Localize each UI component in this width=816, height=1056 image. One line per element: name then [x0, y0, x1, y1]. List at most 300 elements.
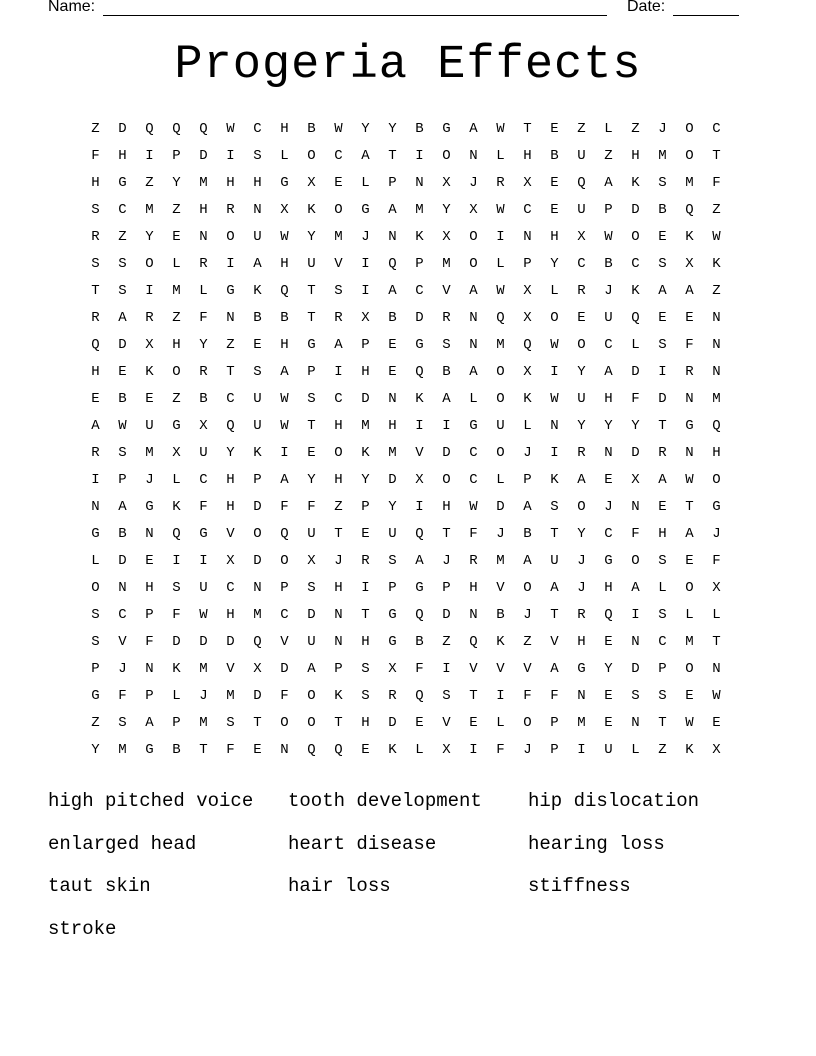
grid-letter[interactable]: J	[361, 228, 370, 245]
grid-letter[interactable]: L	[91, 552, 100, 569]
grid-letter[interactable]: O	[577, 336, 586, 353]
grid-letter[interactable]: R	[469, 552, 478, 569]
grid-letter[interactable]: F	[91, 147, 100, 164]
grid-letter[interactable]: L	[496, 471, 505, 488]
grid-letter[interactable]: K	[415, 228, 424, 245]
grid-letter[interactable]: D	[631, 363, 640, 380]
grid-letter[interactable]: E	[91, 390, 100, 407]
grid-letter[interactable]: S	[658, 687, 667, 704]
grid-letter[interactable]: P	[307, 363, 316, 380]
grid-letter[interactable]: T	[199, 741, 208, 758]
grid-letter[interactable]: N	[712, 660, 721, 677]
grid-letter[interactable]: U	[253, 390, 262, 407]
grid-letter[interactable]: Q	[469, 633, 478, 650]
grid-letter[interactable]: A	[280, 471, 289, 488]
grid-letter[interactable]: B	[388, 309, 397, 326]
grid-letter[interactable]: H	[604, 579, 613, 596]
grid-letter[interactable]: A	[280, 363, 289, 380]
grid-letter[interactable]: W	[685, 714, 694, 731]
grid-letter[interactable]: P	[523, 255, 532, 272]
grid-letter[interactable]: M	[496, 552, 505, 569]
grid-letter[interactable]: Y	[388, 498, 397, 515]
grid-letter[interactable]: A	[469, 282, 478, 299]
grid-letter[interactable]: O	[577, 498, 586, 515]
grid-letter[interactable]: U	[307, 633, 316, 650]
grid-letter[interactable]: K	[334, 687, 343, 704]
grid-letter[interactable]: O	[280, 552, 289, 569]
grid-letter[interactable]: H	[334, 579, 343, 596]
grid-letter[interactable]: S	[91, 201, 100, 218]
grid-letter[interactable]: E	[658, 309, 667, 326]
grid-letter[interactable]: T	[226, 363, 235, 380]
grid-letter[interactable]: O	[685, 660, 694, 677]
grid-letter[interactable]: S	[307, 390, 316, 407]
grid-letter[interactable]: U	[199, 444, 208, 461]
grid-letter[interactable]: A	[631, 579, 640, 596]
grid-letter[interactable]: H	[334, 471, 343, 488]
grid-letter[interactable]: L	[523, 417, 532, 434]
grid-letter[interactable]: S	[631, 687, 640, 704]
grid-letter[interactable]: P	[253, 471, 262, 488]
grid-letter[interactable]: A	[442, 390, 451, 407]
grid-letter[interactable]: X	[523, 363, 532, 380]
grid-letter[interactable]: J	[496, 525, 505, 542]
grid-letter[interactable]: O	[145, 255, 154, 272]
grid-letter[interactable]: U	[307, 525, 316, 542]
grid-letter[interactable]: A	[118, 498, 127, 515]
grid-letter[interactable]: F	[307, 498, 316, 515]
grid-letter[interactable]: A	[685, 282, 694, 299]
grid-letter[interactable]: T	[307, 309, 316, 326]
grid-letter[interactable]: S	[550, 498, 559, 515]
grid-letter[interactable]: H	[604, 390, 613, 407]
grid-letter[interactable]: I	[415, 417, 424, 434]
grid-letter[interactable]: O	[91, 579, 100, 596]
grid-letter[interactable]: N	[145, 525, 154, 542]
grid-letter[interactable]: H	[91, 174, 100, 191]
grid-letter[interactable]: H	[226, 471, 235, 488]
grid-letter[interactable]: J	[577, 579, 586, 596]
grid-letter[interactable]: E	[550, 201, 559, 218]
grid-letter[interactable]: E	[388, 363, 397, 380]
grid-letter[interactable]: F	[280, 498, 289, 515]
grid-letter[interactable]: N	[415, 174, 424, 191]
grid-letter[interactable]: M	[388, 444, 397, 461]
grid-letter[interactable]: Y	[604, 660, 613, 677]
grid-letter[interactable]: I	[469, 741, 478, 758]
grid-letter[interactable]: Q	[280, 282, 289, 299]
grid-letter[interactable]: E	[658, 498, 667, 515]
grid-letter[interactable]: C	[118, 201, 127, 218]
grid-letter[interactable]: B	[280, 309, 289, 326]
grid-letter[interactable]: I	[361, 579, 370, 596]
grid-letter[interactable]: L	[280, 147, 289, 164]
grid-letter[interactable]: Y	[361, 471, 370, 488]
grid-letter[interactable]: A	[334, 336, 343, 353]
grid-letter[interactable]: T	[658, 417, 667, 434]
grid-letter[interactable]: M	[145, 201, 154, 218]
grid-letter[interactable]: Z	[658, 741, 667, 758]
grid-letter[interactable]: S	[118, 282, 127, 299]
grid-letter[interactable]: L	[496, 255, 505, 272]
grid-letter[interactable]: Q	[91, 336, 100, 353]
grid-letter[interactable]: O	[334, 201, 343, 218]
grid-letter[interactable]: H	[280, 120, 289, 137]
grid-letter[interactable]: H	[442, 498, 451, 515]
grid-letter[interactable]: L	[172, 471, 181, 488]
grid-letter[interactable]: V	[469, 660, 478, 677]
name-field[interactable]	[103, 15, 607, 16]
grid-letter[interactable]: J	[145, 471, 154, 488]
grid-letter[interactable]: R	[496, 174, 505, 191]
grid-letter[interactable]: Z	[172, 309, 181, 326]
grid-letter[interactable]: Q	[388, 255, 397, 272]
grid-letter[interactable]: A	[118, 309, 127, 326]
grid-letter[interactable]: Q	[172, 525, 181, 542]
grid-letter[interactable]: L	[685, 606, 694, 623]
grid-letter[interactable]: A	[523, 498, 532, 515]
grid-letter[interactable]: F	[685, 336, 694, 353]
grid-letter[interactable]: E	[253, 741, 262, 758]
grid-letter[interactable]: O	[226, 228, 235, 245]
grid-letter[interactable]: O	[253, 525, 262, 542]
grid-letter[interactable]: N	[712, 309, 721, 326]
grid-letter[interactable]: A	[658, 282, 667, 299]
grid-letter[interactable]: X	[685, 255, 694, 272]
grid-letter[interactable]: S	[658, 606, 667, 623]
grid-letter[interactable]: M	[199, 174, 208, 191]
grid-letter[interactable]: Z	[604, 147, 613, 164]
grid-letter[interactable]: I	[415, 498, 424, 515]
grid-letter[interactable]: M	[658, 147, 667, 164]
grid-letter[interactable]: C	[577, 255, 586, 272]
grid-letter[interactable]: U	[388, 525, 397, 542]
grid-letter[interactable]: Z	[226, 336, 235, 353]
grid-letter[interactable]: B	[118, 525, 127, 542]
grid-letter[interactable]: V	[442, 714, 451, 731]
grid-letter[interactable]: T	[685, 498, 694, 515]
grid-letter[interactable]: L	[172, 255, 181, 272]
grid-letter[interactable]: H	[118, 147, 127, 164]
grid-letter[interactable]: U	[577, 147, 586, 164]
grid-letter[interactable]: X	[577, 228, 586, 245]
grid-letter[interactable]: A	[577, 471, 586, 488]
grid-letter[interactable]: F	[712, 174, 721, 191]
grid-letter[interactable]: V	[280, 633, 289, 650]
grid-letter[interactable]: T	[361, 606, 370, 623]
grid-letter[interactable]: M	[226, 687, 235, 704]
grid-letter[interactable]: Z	[712, 201, 721, 218]
grid-letter[interactable]: H	[361, 633, 370, 650]
grid-letter[interactable]: L	[496, 714, 505, 731]
grid-letter[interactable]: Q	[631, 309, 640, 326]
grid-letter[interactable]: G	[712, 498, 721, 515]
grid-letter[interactable]: I	[631, 606, 640, 623]
grid-letter[interactable]: I	[226, 255, 235, 272]
grid-letter[interactable]: H	[253, 174, 262, 191]
grid-letter[interactable]: T	[334, 714, 343, 731]
grid-letter[interactable]: Q	[685, 201, 694, 218]
grid-letter[interactable]: Y	[307, 471, 316, 488]
grid-letter[interactable]: C	[334, 390, 343, 407]
grid-letter[interactable]: Q	[604, 606, 613, 623]
grid-letter[interactable]: I	[91, 471, 100, 488]
grid-letter[interactable]: G	[145, 498, 154, 515]
grid-letter[interactable]: N	[118, 579, 127, 596]
grid-letter[interactable]: N	[712, 363, 721, 380]
grid-letter[interactable]: P	[388, 174, 397, 191]
grid-letter[interactable]: N	[145, 660, 154, 677]
grid-letter[interactable]: O	[550, 309, 559, 326]
grid-letter[interactable]: A	[253, 255, 262, 272]
grid-letter[interactable]: N	[469, 336, 478, 353]
grid-letter[interactable]: I	[145, 147, 154, 164]
grid-letter[interactable]: L	[658, 579, 667, 596]
grid-letter[interactable]: J	[523, 741, 532, 758]
grid-letter[interactable]: T	[253, 714, 262, 731]
grid-letter[interactable]: R	[199, 363, 208, 380]
grid-letter[interactable]: R	[361, 552, 370, 569]
grid-letter[interactable]: N	[550, 417, 559, 434]
grid-letter[interactable]: Q	[496, 309, 505, 326]
grid-letter[interactable]: P	[334, 660, 343, 677]
grid-letter[interactable]: U	[577, 201, 586, 218]
grid-letter[interactable]: Z	[631, 120, 640, 137]
grid-letter[interactable]: F	[226, 741, 235, 758]
grid-letter[interactable]: A	[361, 147, 370, 164]
grid-letter[interactable]: M	[334, 228, 343, 245]
grid-letter[interactable]: P	[145, 687, 154, 704]
grid-letter[interactable]: S	[118, 444, 127, 461]
grid-letter[interactable]: N	[604, 444, 613, 461]
grid-letter[interactable]: P	[604, 201, 613, 218]
grid-letter[interactable]: D	[388, 714, 397, 731]
grid-letter[interactable]: M	[415, 201, 424, 218]
grid-letter[interactable]: P	[91, 660, 100, 677]
grid-letter[interactable]: P	[550, 714, 559, 731]
grid-letter[interactable]: R	[577, 444, 586, 461]
grid-letter[interactable]: D	[658, 390, 667, 407]
grid-letter[interactable]: E	[118, 363, 127, 380]
grid-letter[interactable]: S	[388, 552, 397, 569]
grid-letter[interactable]: R	[145, 309, 154, 326]
grid-letter[interactable]: J	[118, 660, 127, 677]
grid-letter[interactable]: W	[469, 498, 478, 515]
grid-letter[interactable]: S	[442, 336, 451, 353]
grid-letter[interactable]: H	[712, 444, 721, 461]
grid-letter[interactable]: G	[172, 417, 181, 434]
grid-letter[interactable]: K	[685, 228, 694, 245]
grid-letter[interactable]: G	[388, 633, 397, 650]
grid-letter[interactable]: F	[280, 687, 289, 704]
grid-letter[interactable]: L	[631, 741, 640, 758]
grid-letter[interactable]: Z	[523, 633, 532, 650]
grid-letter[interactable]: E	[334, 174, 343, 191]
grid-letter[interactable]: H	[388, 417, 397, 434]
grid-letter[interactable]: I	[145, 282, 154, 299]
grid-letter[interactable]: E	[604, 714, 613, 731]
grid-letter[interactable]: Q	[415, 525, 424, 542]
grid-letter[interactable]: V	[496, 579, 505, 596]
grid-letter[interactable]: P	[523, 471, 532, 488]
grid-letter[interactable]: O	[685, 579, 694, 596]
grid-letter[interactable]: S	[253, 363, 262, 380]
grid-letter[interactable]: H	[226, 174, 235, 191]
grid-letter[interactable]: U	[199, 579, 208, 596]
grid-letter[interactable]: G	[145, 741, 154, 758]
grid-letter[interactable]: J	[712, 525, 721, 542]
grid-letter[interactable]: V	[496, 660, 505, 677]
grid-letter[interactable]: A	[91, 417, 100, 434]
grid-letter[interactable]: H	[469, 579, 478, 596]
grid-letter[interactable]: W	[334, 120, 343, 137]
grid-letter[interactable]: N	[388, 390, 397, 407]
grid-letter[interactable]: R	[442, 309, 451, 326]
grid-letter[interactable]: K	[685, 741, 694, 758]
grid-letter[interactable]: K	[712, 255, 721, 272]
grid-letter[interactable]: O	[496, 390, 505, 407]
grid-letter[interactable]: C	[469, 471, 478, 488]
grid-letter[interactable]: X	[415, 471, 424, 488]
grid-letter[interactable]: K	[496, 633, 505, 650]
grid-letter[interactable]: Y	[604, 417, 613, 434]
grid-letter[interactable]: E	[712, 714, 721, 731]
grid-letter[interactable]: B	[253, 309, 262, 326]
grid-letter[interactable]: J	[658, 120, 667, 137]
grid-letter[interactable]: J	[469, 174, 478, 191]
grid-letter[interactable]: C	[631, 255, 640, 272]
grid-letter[interactable]: E	[172, 228, 181, 245]
grid-letter[interactable]: C	[226, 390, 235, 407]
grid-letter[interactable]: K	[388, 741, 397, 758]
grid-letter[interactable]: D	[118, 336, 127, 353]
grid-letter[interactable]: O	[469, 255, 478, 272]
grid-letter[interactable]: L	[496, 147, 505, 164]
grid-letter[interactable]: A	[550, 660, 559, 677]
grid-letter[interactable]: G	[307, 336, 316, 353]
grid-letter[interactable]: X	[631, 471, 640, 488]
grid-letter[interactable]: P	[442, 579, 451, 596]
grid-letter[interactable]: N	[199, 228, 208, 245]
grid-letter[interactable]: W	[280, 228, 289, 245]
grid-letter[interactable]: W	[496, 201, 505, 218]
grid-letter[interactable]: T	[658, 714, 667, 731]
grid-letter[interactable]: I	[172, 552, 181, 569]
grid-letter[interactable]: O	[280, 714, 289, 731]
grid-letter[interactable]: Q	[226, 417, 235, 434]
grid-letter[interactable]: V	[550, 633, 559, 650]
grid-letter[interactable]: G	[415, 579, 424, 596]
grid-letter[interactable]: D	[496, 498, 505, 515]
grid-letter[interactable]: D	[253, 552, 262, 569]
grid-letter[interactable]: H	[361, 714, 370, 731]
grid-letter[interactable]: Z	[118, 228, 127, 245]
grid-letter[interactable]: E	[685, 309, 694, 326]
grid-letter[interactable]: D	[307, 606, 316, 623]
grid-letter[interactable]: B	[199, 390, 208, 407]
grid-letter[interactable]: Z	[334, 498, 343, 515]
grid-letter[interactable]: J	[334, 552, 343, 569]
grid-letter[interactable]: E	[415, 714, 424, 731]
grid-letter[interactable]: K	[550, 471, 559, 488]
grid-letter[interactable]: X	[199, 417, 208, 434]
grid-letter[interactable]: N	[280, 741, 289, 758]
grid-letter[interactable]: K	[172, 660, 181, 677]
grid-letter[interactable]: U	[307, 255, 316, 272]
grid-letter[interactable]: I	[496, 228, 505, 245]
grid-letter[interactable]: B	[550, 147, 559, 164]
grid-letter[interactable]: E	[604, 471, 613, 488]
grid-letter[interactable]: R	[226, 201, 235, 218]
grid-letter[interactable]: R	[91, 309, 100, 326]
grid-letter[interactable]: N	[334, 606, 343, 623]
grid-letter[interactable]: X	[712, 579, 721, 596]
grid-letter[interactable]: S	[334, 282, 343, 299]
grid-letter[interactable]: T	[307, 417, 316, 434]
grid-letter[interactable]: B	[523, 525, 532, 542]
grid-letter[interactable]: X	[442, 228, 451, 245]
grid-letter[interactable]: T	[523, 120, 532, 137]
grid-letter[interactable]: N	[577, 687, 586, 704]
grid-letter[interactable]: T	[442, 525, 451, 542]
grid-letter[interactable]: R	[91, 444, 100, 461]
grid-letter[interactable]: S	[118, 714, 127, 731]
grid-letter[interactable]: F	[631, 390, 640, 407]
grid-letter[interactable]: D	[253, 498, 262, 515]
grid-letter[interactable]: W	[199, 606, 208, 623]
grid-letter[interactable]: O	[307, 687, 316, 704]
grid-letter[interactable]: D	[253, 687, 262, 704]
grid-letter[interactable]: Q	[577, 174, 586, 191]
grid-letter[interactable]: P	[118, 471, 127, 488]
grid-letter[interactable]: A	[469, 120, 478, 137]
grid-letter[interactable]: P	[550, 741, 559, 758]
grid-letter[interactable]: H	[226, 498, 235, 515]
grid-letter[interactable]: N	[388, 228, 397, 245]
grid-letter[interactable]: Q	[712, 417, 721, 434]
grid-letter[interactable]: L	[172, 687, 181, 704]
grid-letter[interactable]: P	[361, 498, 370, 515]
grid-letter[interactable]: Y	[388, 120, 397, 137]
grid-letter[interactable]: N	[469, 147, 478, 164]
grid-letter[interactable]: W	[226, 120, 235, 137]
grid-letter[interactable]: I	[415, 147, 424, 164]
grid-letter[interactable]: X	[307, 174, 316, 191]
grid-letter[interactable]: E	[145, 390, 154, 407]
grid-letter[interactable]: S	[307, 579, 316, 596]
grid-letter[interactable]: X	[523, 174, 532, 191]
grid-letter[interactable]: B	[604, 255, 613, 272]
grid-letter[interactable]: U	[604, 741, 613, 758]
grid-letter[interactable]: U	[577, 390, 586, 407]
grid-letter[interactable]: Y	[145, 228, 154, 245]
grid-letter[interactable]: W	[118, 417, 127, 434]
grid-letter[interactable]: K	[145, 363, 154, 380]
grid-letter[interactable]: E	[307, 444, 316, 461]
grid-letter[interactable]: H	[361, 363, 370, 380]
grid-letter[interactable]: H	[226, 606, 235, 623]
grid-letter[interactable]: U	[145, 417, 154, 434]
grid-letter[interactable]: S	[91, 633, 100, 650]
grid-letter[interactable]: D	[361, 390, 370, 407]
grid-letter[interactable]: V	[415, 444, 424, 461]
grid-letter[interactable]: C	[280, 606, 289, 623]
grid-letter[interactable]: B	[172, 741, 181, 758]
grid-letter[interactable]: M	[496, 336, 505, 353]
grid-letter[interactable]: F	[199, 498, 208, 515]
grid-letter[interactable]: Q	[307, 741, 316, 758]
grid-letter[interactable]: W	[496, 282, 505, 299]
